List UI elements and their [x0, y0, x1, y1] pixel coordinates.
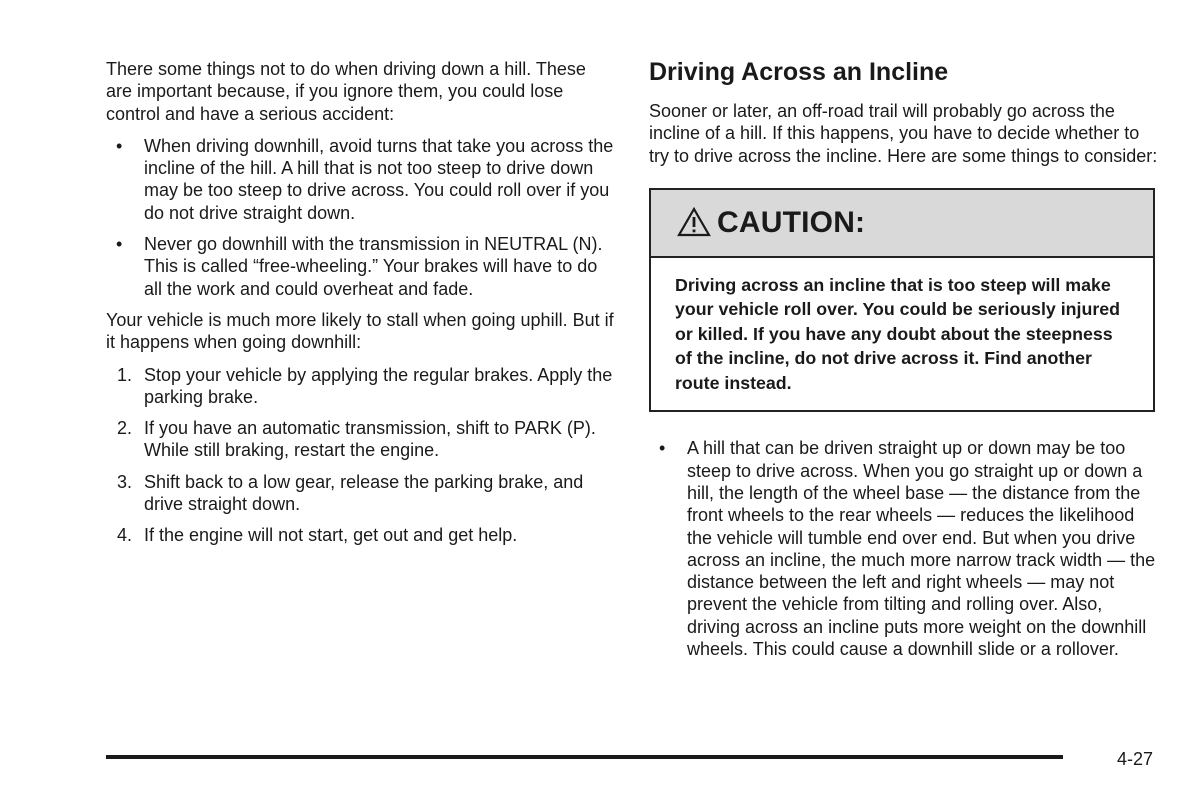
- caution-text: Driving across an incline that is too steep will make your vehicle roll over. You could be seriously injured or killed. If you have any doubt about the steepness of the incline, do not drive across it. Find another route instead.: [675, 274, 1120, 393]
- caution-header: [651, 190, 1153, 258]
- step-text: If you have an automatic transmission, shift to PARK (P). While still braking, restart the engine.: [144, 418, 596, 461]
- caution-title: CAUTION:: [717, 205, 866, 239]
- stall-paragraph: Your vehicle is much more likely to stall when going uphill. But if it happens when going downhill:: [106, 309, 614, 353]
- footer-divider: [106, 755, 1063, 759]
- page-number: 4-27: [1117, 749, 1154, 769]
- caution-box: [649, 188, 1155, 413]
- bullet-marker: •: [659, 438, 666, 459]
- step-number: 4.: [117, 525, 133, 546]
- list-item: [106, 471, 616, 516]
- step-text: Shift back to a low gear, release the parking brake, and drive straight down.: [144, 471, 584, 515]
- section-heading: Driving Across an Incline: [649, 58, 949, 86]
- bullet-text: Never go downhill with the transmission in NEUTRAL (N). This is called “free-wheeling.” Your brakes will have to do all the work and could overheat and fade.: [144, 234, 603, 299]
- bullet-marker: •: [116, 135, 123, 156]
- bullet-text: A hill that can be driven straight up or down may be too steep to drive across. When you go straight up or down a hill, the length of the wheel base — the distance from the front wheels to the rear wheels — reduces the likelihood the vehicle will tumble end over end. But when you drive across an incline, the much more narrow track width — the distance between the left and right wheels — may not prevent the vehicle from tilting and rolling over. Also, driving across an incline puts more weight on the downhill wheels. This could cause a downhill slide or a rollover.: [687, 438, 1156, 660]
- list-item: [106, 135, 616, 224]
- list-item: [106, 364, 616, 409]
- step-text: If the engine will not start, get out and get help.: [144, 525, 518, 546]
- step-number: 3.: [117, 471, 133, 492]
- list-item: [106, 233, 616, 300]
- list-item: [649, 437, 1159, 660]
- step-text: Stop your vehicle by applying the regular brakes. Apply the parking brake.: [144, 364, 613, 407]
- incline-intro-paragraph: Sooner or later, an off-road trail will probably go across the incline of a hill. If this happens, you have to decide whether to try to drive across the incline. Here are some things to consider:: [649, 101, 1158, 166]
- left-column: [106, 58, 616, 556]
- list-item: [106, 417, 616, 462]
- downhill-intro-paragraph: There some things not to do when driving down a hill. These are important because, if you ignore them, you could lose control and have a serious accident:: [106, 59, 586, 124]
- right-column: [649, 56, 1159, 669]
- step-number: 2.: [117, 418, 133, 439]
- bullet-text: When driving downhill, avoid turns that take you across the incline of the hill. A hill that is not too steep to drive down may be too steep to drive across. You could roll over if you do not drive straight down.: [144, 135, 614, 223]
- list-item: [106, 524, 616, 546]
- bullet-marker: •: [116, 234, 123, 255]
- step-number: 1.: [117, 364, 133, 385]
- warning-triangle-icon: [677, 207, 717, 239]
